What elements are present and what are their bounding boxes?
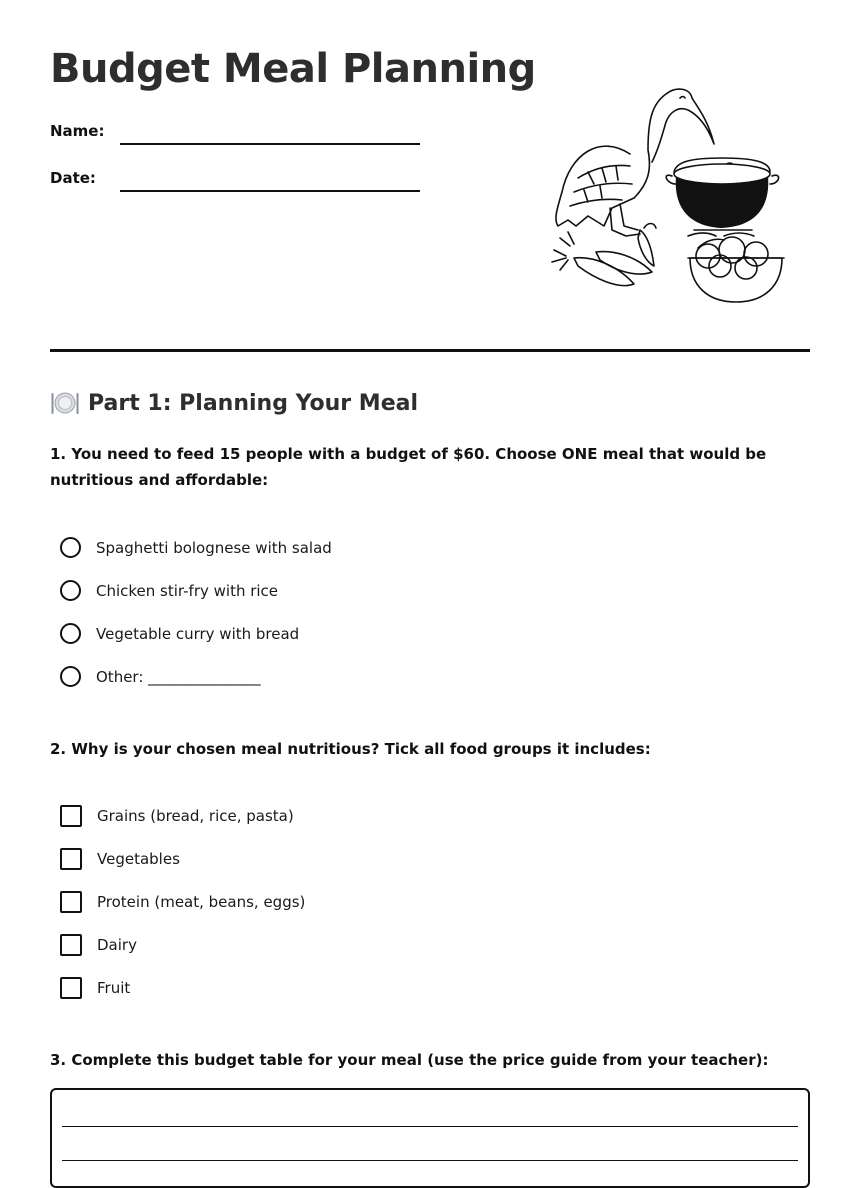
meal-option-2[interactable] [60,580,278,601]
name-label: Name: [50,122,105,140]
question-3: 3. Complete this budget table for your meal (use the price guide from your teacher): [50,1051,769,1069]
meal-option-label: Other: _______________ [96,667,261,686]
question-2: 2. Why is your chosen meal nutritious? Tick all food groups it includes: [50,740,651,758]
part1-heading [50,388,418,418]
radio-button[interactable] [60,580,81,601]
worksheet-title: Budget Meal Planning [50,46,536,92]
part1-heading-text: Part 1: Planning Your Meal [88,390,419,416]
ibis-cooking-illustration [548,80,794,308]
food-group-dairy[interactable] [60,934,137,956]
meal-option-other[interactable] [60,666,261,687]
food-group-label: Protein (meat, beans, eggs) [97,893,306,911]
meal-option-3[interactable] [60,623,299,644]
radio-button[interactable] [60,537,81,558]
food-group-label: Fruit [97,979,131,997]
food-group-fruit[interactable] [60,977,130,999]
date-label: Date: [50,169,96,187]
food-group-protein[interactable] [60,891,305,913]
meal-option-1[interactable] [60,537,332,558]
food-group-label: Vegetables [97,850,180,868]
plate-with-cutlery-icon [50,388,80,418]
radio-button[interactable] [60,666,81,687]
checkbox[interactable] [60,934,82,956]
food-group-vegetables[interactable] [60,848,180,870]
question-1: 1. You need to feed 15 people with a budget of $60. Choose ONE meal that would be nutritious and affordable: [50,445,767,489]
food-group-grains[interactable] [60,805,294,827]
checkbox[interactable] [60,977,82,999]
radio-button[interactable] [60,623,81,644]
table-row-line [62,1126,798,1127]
checkbox[interactable] [60,848,82,870]
meal-option-label: Chicken stir-fry with rice [96,581,279,600]
name-field[interactable] [120,143,420,145]
meal-option-label: Spaghetti bolognese with salad [96,538,332,557]
checkbox[interactable] [60,891,82,913]
section-divider [50,349,810,352]
checkbox[interactable] [60,805,82,827]
food-group-label: Grains (bread, rice, pasta) [97,807,294,825]
budget-table[interactable] [50,1088,810,1188]
food-group-label: Dairy [97,936,137,954]
date-field[interactable] [120,190,420,192]
meal-option-label: Vegetable curry with bread [96,624,300,643]
